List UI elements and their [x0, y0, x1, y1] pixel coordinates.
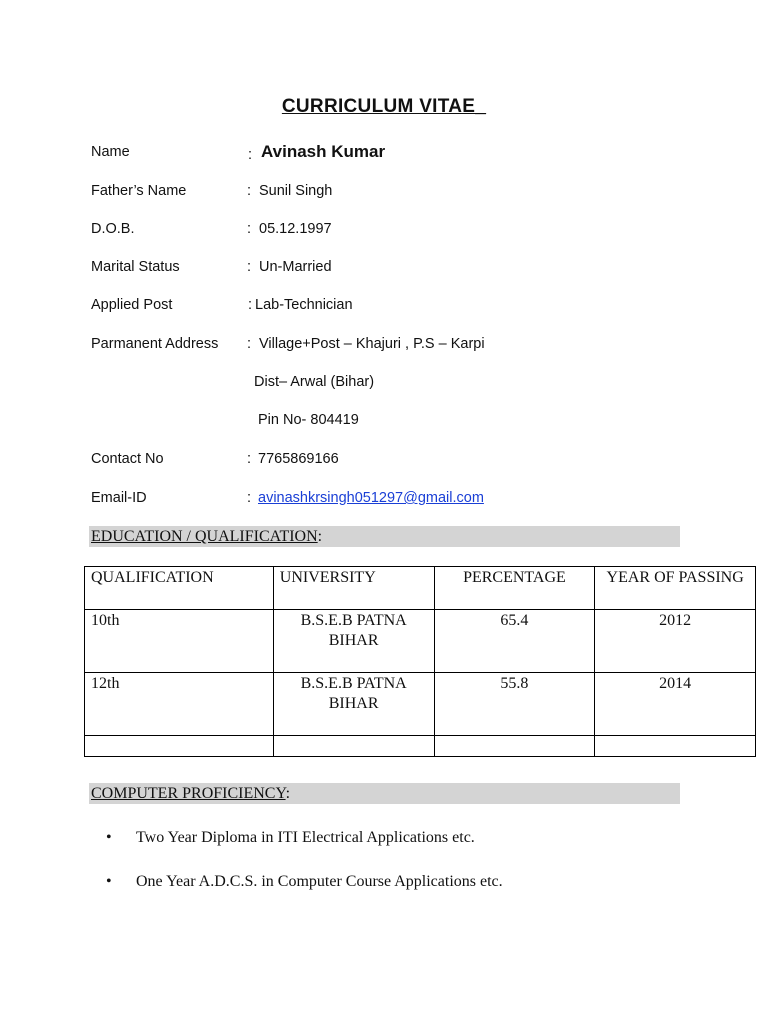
info-value: 7765869166 — [258, 451, 339, 467]
info-value: Lab-Technician — [255, 297, 353, 313]
list-item — [106, 873, 503, 891]
info-separator: : — [247, 221, 252, 237]
info-separator: : — [247, 183, 252, 199]
table-row — [85, 610, 756, 673]
info-separator: : — [248, 147, 253, 163]
info-label: Father’s Name — [91, 183, 187, 199]
table-header-cell: UNIVERSITY — [273, 567, 434, 610]
table-cell: 10th — [85, 610, 274, 673]
info-separator: : — [247, 336, 252, 352]
education-table — [84, 566, 756, 757]
info-value: 05.12.1997 — [259, 221, 332, 237]
info-separator: : — [247, 451, 252, 467]
table-row — [85, 673, 756, 736]
info-label: Marital Status — [91, 259, 180, 275]
list-item — [106, 829, 475, 847]
email-link[interactable]: avinashkrsingh051297@gmail.com — [258, 490, 484, 506]
info-separator: : — [248, 297, 253, 313]
info-label: Email-ID — [91, 490, 147, 506]
table-cell: 65.4 — [434, 610, 595, 673]
info-label: Applied Post — [91, 297, 173, 313]
info-label: Contact No — [91, 451, 164, 467]
table-cell: B.S.E.B PATNA BIHAR — [273, 673, 434, 736]
table-header-cell: YEAR OF PASSING — [595, 567, 756, 610]
table-cell — [85, 736, 274, 757]
info-value: Village+Post – Khajuri , P.S – Karpi — [259, 336, 485, 352]
education-heading — [89, 526, 680, 547]
table-header-row — [85, 567, 756, 610]
info-label: Parmanent Address — [91, 336, 219, 352]
table-cell — [434, 736, 595, 757]
info-separator: : — [247, 259, 252, 275]
computer-heading-colon: : — [285, 785, 291, 802]
info-label: D.O.B. — [91, 221, 135, 237]
education-heading-colon: : — [317, 528, 323, 545]
table-cell: B.S.E.B PATNA BIHAR — [273, 610, 434, 673]
table-cell — [595, 736, 756, 757]
info-value: Pin No- 804419 — [258, 412, 359, 428]
list-item-text: One Year A.D.C.S. in Computer Course Applications etc. — [136, 873, 503, 890]
table-cell: 2012 — [595, 610, 756, 673]
info-separator: : — [247, 490, 252, 506]
info-value: Un-Married — [259, 259, 332, 275]
computer-heading — [89, 783, 680, 804]
table-header-cell: QUALIFICATION — [85, 567, 274, 610]
info-value: Sunil Singh — [259, 183, 333, 199]
table-row — [85, 736, 756, 757]
name-value: Avinash Kumar — [261, 142, 386, 161]
computer-heading-text: COMPUTER PROFICIENCY — [91, 785, 286, 802]
table-cell: 55.8 — [434, 673, 595, 736]
table-header-cell: PERCENTAGE — [434, 567, 595, 610]
list-item-text: Two Year Diploma in ITI Electrical Applications etc. — [136, 829, 475, 846]
table-cell: 2014 — [595, 673, 756, 736]
education-heading-text: EDUCATION / QUALIFICATION — [91, 528, 318, 545]
info-label: Name — [91, 144, 130, 160]
info-value: Dist– Arwal (Bihar) — [254, 374, 375, 390]
table-cell — [273, 736, 434, 757]
document-title: CURRICULUM VITAE_ — [281, 96, 487, 117]
bullet-icon: • — [106, 829, 112, 846]
table-cell: 12th — [85, 673, 274, 736]
bullet-icon: • — [106, 873, 112, 890]
